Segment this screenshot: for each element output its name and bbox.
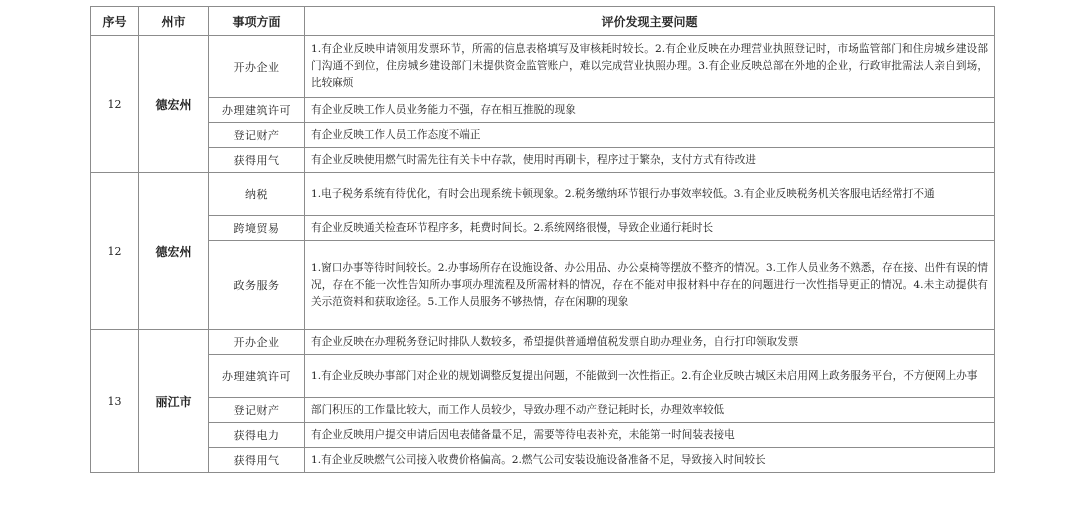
issue-cell: 有企业反映用户提交申请后因电表储备量不足，需要等待电表补充，未能第一时间装表接电 (305, 423, 995, 448)
issue-cell: 有企业反映在办理税务登记时排队人数较多，希望提供普通增值税发票自助办理业务，自行打印领取发票 (305, 330, 995, 355)
table-row (91, 241, 995, 330)
aspect-cell: 跨境贸易 (209, 216, 305, 241)
header-aspect: 事项方面 (209, 7, 305, 36)
table-row (91, 98, 995, 123)
row-number: 12 (91, 173, 139, 330)
aspect-cell: 获得电力 (209, 423, 305, 448)
evaluation-table (90, 6, 995, 473)
table-row (91, 173, 995, 216)
table-row (91, 36, 995, 98)
issue-cell: 1.窗口办事等待时间较长。2.办事场所存在设施设备、办公用品、办公桌椅等摆放不整齐的情况。3.工作人员业务不熟悉，存在接、出件有误的情况，存在不能一次性告知所办事项办理流程及所需材料的情况，存在不能对申报材料中存在的问题进行一次性指导更正的情况。4.未主动提供有关示范资料和获取途径。5.工作人员服务不够热情，存在闲聊的现象 (305, 241, 995, 330)
aspect-cell: 政务服务 (209, 241, 305, 330)
header-city: 州市 (139, 7, 209, 36)
issue-cell: 有企业反映通关检查环节程序多，耗费时间长。2.系统网络很慢，导致企业通行耗时长 (305, 216, 995, 241)
table-row (91, 123, 995, 148)
aspect-cell: 开办企业 (209, 330, 305, 355)
table-row (91, 355, 995, 398)
table-row (91, 398, 995, 423)
header-no: 序号 (91, 7, 139, 36)
issue-cell: 1.有企业反映办事部门对企业的规划调整反复提出问题，不能做到一次性指正。2.有企业反映古城区未启用网上政务服务平台，不方便网上办事 (305, 355, 995, 398)
issue-cell: 有企业反映工作人员业务能力不强，存在相互推脱的现象 (305, 98, 995, 123)
aspect-cell: 纳税 (209, 173, 305, 216)
aspect-cell: 办理建筑许可 (209, 98, 305, 123)
aspect-cell: 登记财产 (209, 123, 305, 148)
issue-cell: 有企业反映工作人员工作态度不端正 (305, 123, 995, 148)
aspect-cell: 开办企业 (209, 36, 305, 98)
city-name: 德宏州 (139, 36, 209, 173)
table-row (91, 448, 995, 473)
city-name: 丽江市 (139, 330, 209, 473)
issue-cell: 1.有企业反映申请领用发票环节，所需的信息表格填写及审核耗时较长。2.有企业反映在办理营业执照登记时，市场监管部门和住房城乡建设部门沟通不到位，住房城乡建设部门未提供资金监管账户，难以完成营业执照办理。3.有企业反映总部在外地的企业，行政审批需法人亲自到场，比较麻烦 (305, 36, 995, 98)
table-row (91, 148, 995, 173)
issue-cell: 有企业反映使用燃气时需先往有关卡中存款，使用时再刷卡，程序过于繁杂，支付方式有待改进 (305, 148, 995, 173)
row-number: 12 (91, 36, 139, 173)
header-issue: 评价发现主要问题 (305, 7, 995, 36)
table-row (91, 423, 995, 448)
issue-cell: 1.有企业反映燃气公司接入收费价格偏高。2.燃气公司安装设施设备准备不足，导致接入时间较长 (305, 448, 995, 473)
header-row (91, 7, 995, 36)
city-name: 德宏州 (139, 173, 209, 330)
aspect-cell: 登记财产 (209, 398, 305, 423)
aspect-cell: 获得用气 (209, 148, 305, 173)
aspect-cell: 办理建筑许可 (209, 355, 305, 398)
table-row (91, 216, 995, 241)
issue-cell: 部门积压的工作量比较大，而工作人员较少，导致办理不动产登记耗时长，办理效率较低 (305, 398, 995, 423)
table-row (91, 330, 995, 355)
aspect-cell: 获得用气 (209, 448, 305, 473)
row-number: 13 (91, 330, 139, 473)
issue-cell: 1.电子税务系统有待优化，有时会出现系统卡顿现象。2.税务缴纳环节银行办事效率较低。3.有企业反映税务机关客服电话经常打不通 (305, 173, 995, 216)
